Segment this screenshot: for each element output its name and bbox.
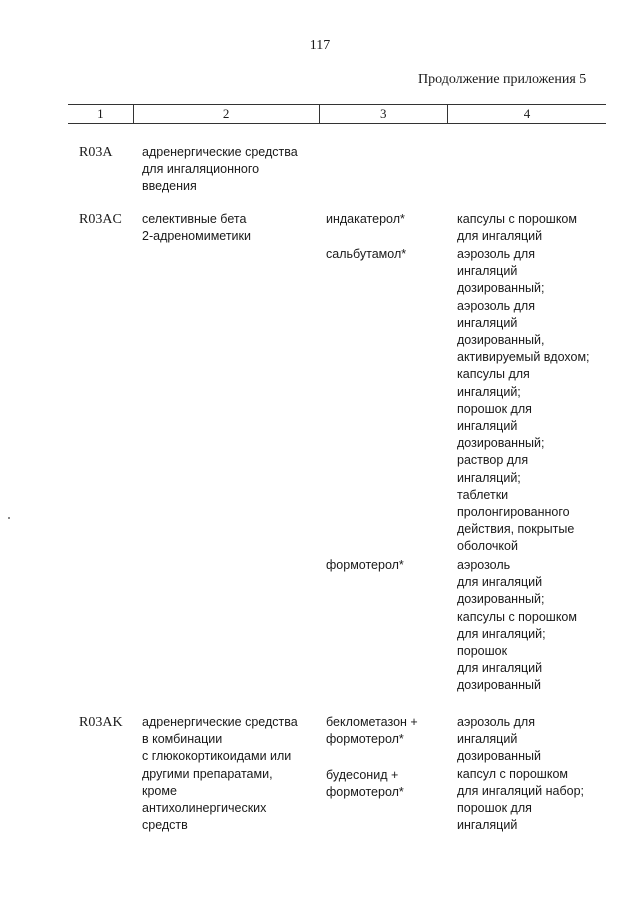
group-name-line: 2-адреномиметики bbox=[142, 229, 251, 244]
dosage-form-line: аэрозоль для bbox=[457, 715, 535, 729]
dosage-forms bbox=[457, 211, 617, 245]
continuation-heading: Продолжение приложения 5 bbox=[418, 72, 587, 87]
dosage-form-line: капсулы с порошком bbox=[457, 609, 577, 624]
dosage-forms bbox=[457, 557, 617, 695]
atc-code: R03A bbox=[79, 145, 113, 160]
group-name-line: средств bbox=[142, 818, 188, 833]
scan-speck bbox=[8, 517, 10, 519]
dosage-form-line: пролонгированного bbox=[457, 505, 570, 520]
dosage-form-line: действия, покрытые bbox=[457, 522, 575, 537]
dosage-form-line: дозированный; bbox=[457, 436, 545, 451]
drug-name-line: будесонид + bbox=[326, 768, 399, 782]
dosage-form-line: ингаляций; bbox=[457, 470, 521, 485]
atc-code: R03AC bbox=[79, 212, 122, 227]
dosage-form-line: порошок для bbox=[457, 801, 532, 816]
table-header bbox=[68, 104, 606, 124]
drug-name-line: беклометазон + bbox=[326, 715, 418, 729]
dosage-form-line: аэрозоль для bbox=[457, 247, 535, 261]
drug-name-line: формотерол* bbox=[326, 732, 404, 747]
page-number: 117 bbox=[309, 38, 331, 53]
dosage-form-line: для ингаляций bbox=[457, 229, 543, 244]
group-name-line: для ингаляционного bbox=[142, 162, 260, 177]
dosage-form-line: ингаляций bbox=[457, 264, 518, 279]
group-name-line: кроме bbox=[142, 783, 177, 798]
drug-name bbox=[326, 714, 456, 748]
dosage-form-line: дозированный bbox=[457, 678, 541, 693]
dosage-form-line: дозированный; bbox=[457, 281, 545, 296]
dosage-forms bbox=[457, 246, 617, 556]
dosage-form-line: ингаляций; bbox=[457, 384, 521, 399]
dosage-form-line: дозированный, bbox=[457, 333, 545, 348]
dosage-form-line: для ингаляций bbox=[457, 575, 543, 590]
dosage-form-line: дозированный bbox=[457, 749, 541, 764]
dosage-form-line: ингаляций bbox=[457, 732, 518, 747]
dosage-form-line: капсулы с порошком bbox=[457, 212, 577, 226]
dosage-form-line: ингаляций bbox=[457, 818, 518, 833]
header-col-1: 1 bbox=[68, 105, 134, 123]
drug-name bbox=[326, 767, 456, 801]
dosage-form-line: аэрозоль bbox=[457, 558, 511, 572]
dosage-form-line: для ингаляций набор; bbox=[457, 783, 585, 798]
dosage-form-line: капсул с порошком bbox=[457, 766, 568, 781]
dosage-form-line: капсулы для bbox=[457, 367, 530, 382]
group-name-line: другими препаратами, bbox=[142, 766, 273, 781]
group-name-line: адренергические средства bbox=[142, 145, 298, 159]
dosage-form-line: ингаляций bbox=[457, 315, 518, 330]
dosage-form-line: для ингаляций bbox=[457, 661, 543, 676]
dosage-form-line: порошок для bbox=[457, 401, 532, 416]
dosage-form-line: дозированный; bbox=[457, 592, 545, 607]
drug-name: сальбутамол* bbox=[326, 247, 407, 261]
dosage-form-line: раствор для bbox=[457, 453, 529, 468]
group-name-line: введения bbox=[142, 179, 197, 194]
dosage-form-line: таблетки bbox=[457, 487, 509, 502]
group-name bbox=[142, 144, 322, 196]
dosage-forms bbox=[457, 714, 617, 834]
group-name-line: селективные бета bbox=[142, 212, 247, 226]
drug-name-line: формотерол* bbox=[326, 785, 404, 800]
header-col-2: 2 bbox=[134, 105, 320, 123]
drug-name: формотерол* bbox=[326, 558, 404, 572]
group-name bbox=[142, 211, 322, 245]
dosage-form-line: аэрозоль для bbox=[457, 298, 535, 313]
dosage-form-line: для ингаляций; bbox=[457, 626, 546, 641]
dosage-form-line: оболочкой bbox=[457, 539, 518, 554]
dosage-form-line: ингаляций bbox=[457, 419, 518, 434]
dosage-form-line: активируемый вдохом; bbox=[457, 350, 590, 365]
dosage-form-line: порошок bbox=[457, 644, 508, 659]
header-col-3: 3 bbox=[320, 105, 448, 123]
group-name-line: в комбинации bbox=[142, 732, 223, 747]
header-col-4: 4 bbox=[523, 106, 531, 121]
group-name-line: с глюкокортикоидами или bbox=[142, 749, 292, 764]
atc-code: R03AK bbox=[79, 715, 123, 730]
group-name-line: антихолинергических bbox=[142, 801, 267, 816]
group-name bbox=[142, 714, 322, 834]
drug-name: индакатерол* bbox=[326, 212, 405, 226]
group-name-line: адренергические средства bbox=[142, 715, 298, 729]
